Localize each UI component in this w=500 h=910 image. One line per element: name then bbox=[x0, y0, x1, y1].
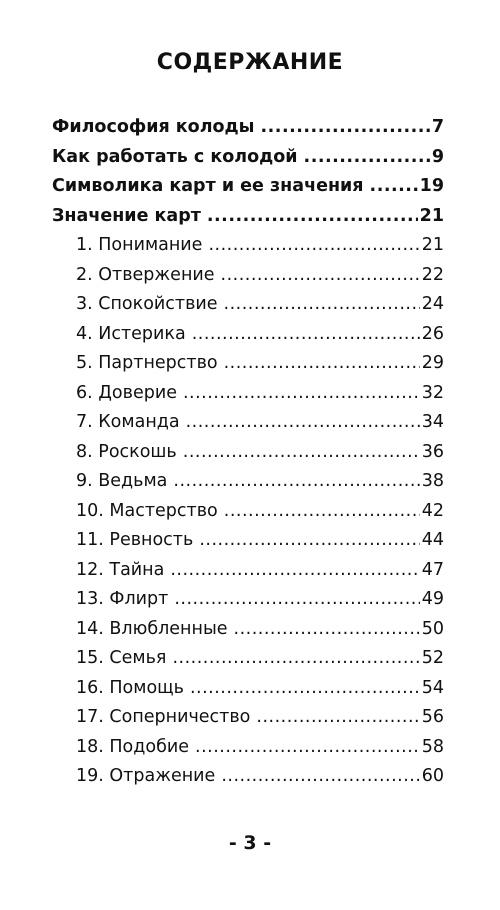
toc-entry bbox=[0, 467, 500, 497]
toc-entry bbox=[0, 143, 500, 173]
toc-leader-dots bbox=[172, 644, 419, 674]
toc-entry-label: 10. Мастерство bbox=[76, 500, 218, 521]
toc-entry-label: 8. Роскошь bbox=[76, 441, 177, 462]
toc-entry bbox=[0, 526, 500, 556]
toc-leader-dots bbox=[261, 113, 430, 143]
page-title: СОДЕРЖАНИЕ bbox=[156, 50, 344, 75]
toc-entry-label: 15. Семья bbox=[76, 648, 167, 668]
toc-entry-label: 11. Ревность bbox=[76, 530, 194, 550]
toc-entry-page: 54 bbox=[421, 677, 444, 698]
toc-leader-dots bbox=[256, 703, 419, 733]
toc-leader-dots bbox=[192, 320, 420, 350]
toc-entry-page: 34 bbox=[421, 412, 444, 432]
toc-entry-label: 6. Доверие bbox=[76, 382, 177, 403]
toc-entry-label: 7. Команда bbox=[76, 412, 180, 432]
toc-leader-dots bbox=[173, 467, 419, 497]
toc-entry-page: 36 bbox=[421, 441, 444, 462]
toc-entry-page: 52 bbox=[421, 648, 444, 668]
toc-leader-dots bbox=[183, 438, 420, 468]
toc-entry-page: 56 bbox=[421, 707, 444, 727]
toc-entry bbox=[0, 379, 500, 409]
toc-entry-label: 1. Понимание bbox=[76, 235, 203, 255]
toc-entry-page: 50 bbox=[421, 618, 444, 639]
toc-entry-label: 5. Партнерство bbox=[76, 353, 218, 373]
toc-leader-dots bbox=[186, 408, 420, 438]
table-of-contents bbox=[0, 113, 500, 792]
toc-entry-page: 26 bbox=[421, 323, 444, 344]
toc-entry-page: 29 bbox=[421, 353, 444, 373]
toc-entry-label: 18. Подобие bbox=[76, 736, 189, 757]
toc-entry-page: 24 bbox=[421, 294, 444, 314]
toc-entry-label: 4. Истерика bbox=[76, 323, 186, 344]
toc-entry bbox=[0, 644, 500, 674]
toc-leader-dots bbox=[208, 231, 419, 261]
toc-entry bbox=[0, 290, 500, 320]
toc-entry-page: 44 bbox=[421, 530, 444, 550]
toc-leader-dots bbox=[221, 261, 420, 291]
toc-entry-page: 9 bbox=[431, 146, 444, 167]
toc-entry-label: 16. Помощь bbox=[76, 677, 184, 698]
toc-entry-label: 12. Тайна bbox=[76, 559, 165, 580]
toc-leader-dots bbox=[224, 349, 420, 379]
toc-entry-page: 21 bbox=[419, 205, 444, 226]
toc-entry-page: 22 bbox=[421, 264, 444, 285]
toc-entry bbox=[0, 703, 500, 733]
toc-entry-page: 32 bbox=[421, 382, 444, 403]
toc-entry-page: 47 bbox=[421, 559, 444, 580]
toc-entry bbox=[0, 231, 500, 261]
toc-entry bbox=[0, 172, 500, 202]
toc-leader-dots bbox=[190, 674, 420, 704]
toc-entry-label: Как работать с колодой bbox=[52, 146, 298, 167]
toc-entry bbox=[0, 556, 500, 586]
toc-leader-dots bbox=[207, 202, 418, 232]
toc-leader-dots bbox=[174, 585, 419, 615]
toc-leader-dots bbox=[195, 733, 420, 763]
toc-entry bbox=[0, 320, 500, 350]
toc-entry-label: 13. Флирт bbox=[76, 589, 169, 609]
toc-leader-dots bbox=[224, 497, 420, 527]
toc-entry bbox=[0, 438, 500, 468]
toc-entry bbox=[0, 762, 500, 792]
toc-entry-label: 14. Влюбленные bbox=[76, 618, 228, 639]
toc-leader-dots bbox=[221, 762, 419, 792]
toc-leader-dots bbox=[304, 143, 430, 173]
toc-entry-label: 19. Отражение bbox=[76, 766, 216, 786]
toc-entry bbox=[0, 733, 500, 763]
toc-entry bbox=[0, 349, 500, 379]
toc-entry-page: 7 bbox=[431, 117, 444, 137]
toc-entry bbox=[0, 113, 500, 143]
toc-entry-page: 42 bbox=[421, 500, 444, 521]
toc-leader-dots bbox=[234, 615, 420, 645]
toc-leader-dots bbox=[183, 379, 420, 409]
toc-entry-page: 60 bbox=[421, 766, 444, 786]
toc-entry bbox=[0, 674, 500, 704]
toc-entry bbox=[0, 261, 500, 291]
toc-leader-dots bbox=[370, 172, 418, 202]
toc-entry bbox=[0, 615, 500, 645]
toc-entry-label: Философия колоды bbox=[52, 117, 255, 137]
toc-entry-label: 9. Ведьма bbox=[76, 471, 168, 491]
page-number: - 3 - bbox=[228, 832, 272, 854]
toc-leader-dots bbox=[199, 526, 419, 556]
toc-entry bbox=[0, 202, 500, 232]
toc-entry-label: Символика карт и ее значения bbox=[52, 176, 364, 196]
toc-entry-page: 58 bbox=[421, 736, 444, 757]
toc-entry bbox=[0, 497, 500, 527]
toc-entry-page: 49 bbox=[421, 589, 444, 609]
toc-leader-dots bbox=[224, 290, 420, 320]
toc-entry-label: 17. Соперничество bbox=[76, 707, 251, 727]
toc-entry-page: 21 bbox=[421, 235, 444, 255]
toc-entry bbox=[0, 408, 500, 438]
toc-entry-page: 19 bbox=[419, 176, 444, 196]
toc-entry bbox=[0, 585, 500, 615]
toc-entry-label: 2. Отвержение bbox=[76, 264, 215, 285]
toc-entry-label: 3. Спокойствие bbox=[76, 294, 218, 314]
toc-leader-dots bbox=[170, 556, 419, 586]
toc-entry-label: Значение карт bbox=[52, 205, 201, 226]
toc-entry-page: 38 bbox=[421, 471, 444, 491]
